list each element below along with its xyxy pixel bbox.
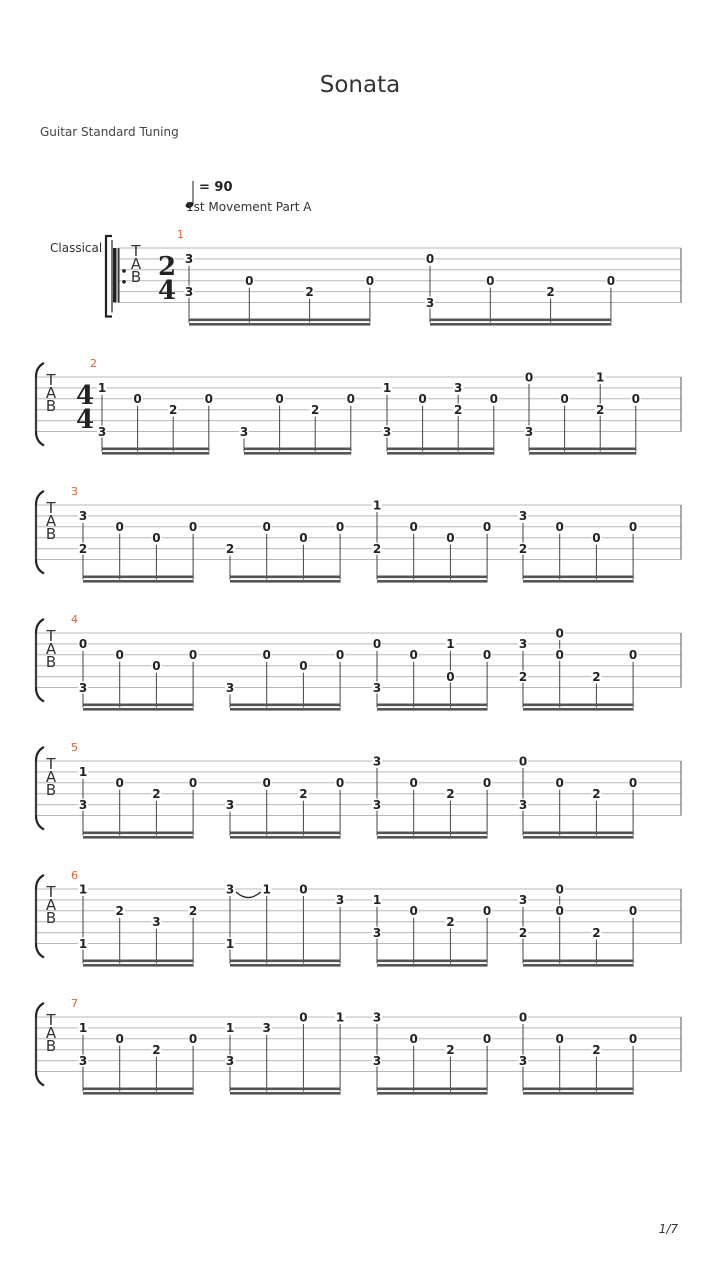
fret-number: 3 (97, 424, 107, 439)
beam (83, 836, 194, 839)
beam (83, 576, 194, 579)
fret-number: 0 (188, 776, 198, 791)
beam (523, 1092, 634, 1095)
system-bracket (106, 236, 112, 317)
fret-number: 3 (518, 637, 528, 652)
fret-number: 3 (518, 509, 528, 524)
beam (430, 323, 611, 326)
time-signature-top: 2 (157, 252, 177, 282)
fret-number: 0 (115, 776, 124, 791)
beam (230, 964, 341, 967)
beam (244, 448, 351, 451)
beam (523, 704, 634, 707)
fret-number: 2 (152, 787, 161, 801)
measure-number: 2 (90, 357, 97, 370)
fret-number: 2 (311, 403, 320, 417)
fret-number: 0 (299, 531, 308, 545)
fret-number: 0 (346, 392, 355, 407)
fret-number: 2 (518, 925, 528, 940)
fret-number: 3 (225, 1053, 235, 1068)
beam (230, 1092, 341, 1095)
fret-number: 0 (555, 904, 564, 919)
fret-number: 0 (446, 531, 455, 545)
fret-number: 0 (518, 1010, 528, 1025)
fret-number: 2 (188, 904, 198, 919)
beam (523, 960, 634, 963)
fret-number: 3 (518, 797, 528, 812)
beam (377, 1092, 488, 1095)
fret-number: 1 (372, 893, 382, 908)
fret-number: 3 (372, 680, 382, 695)
beam (377, 576, 488, 579)
fret-number: 0 (299, 882, 308, 897)
fret-number: 3 (262, 1021, 271, 1036)
fret-number: 0 (152, 531, 161, 545)
beam (230, 960, 341, 963)
fret-number: 1 (97, 381, 107, 396)
tab-clef-letter: B (45, 397, 57, 415)
fret-number: 0 (482, 520, 492, 535)
fret-number: 2 (225, 541, 235, 556)
time-signature-bottom: 4 (75, 405, 95, 435)
fret-number: 0 (555, 1032, 564, 1047)
fret-number: 0 (115, 520, 124, 535)
system-brace (36, 875, 44, 958)
tab-system (36, 613, 681, 711)
repeat-dot (122, 269, 126, 273)
tab-clef-letter: T (131, 242, 141, 260)
repeat-dot (122, 280, 126, 284)
beam (83, 580, 194, 583)
tie-arc (236, 892, 261, 898)
fret-number: 0 (486, 274, 495, 288)
beam (230, 704, 341, 707)
measure-number: 3 (71, 485, 78, 498)
fret-number: 0 (115, 648, 124, 663)
measure-number: 1 (177, 228, 184, 241)
measure-number: 7 (71, 997, 78, 1010)
fret-number: 2 (454, 403, 463, 417)
fret-number: 0 (335, 648, 345, 663)
fret-number: 3 (335, 893, 345, 908)
fret-number: 1 (225, 1021, 235, 1036)
fret-number: 0 (409, 648, 418, 663)
tab-clef-letter: B (45, 781, 57, 799)
fret-number: 1 (372, 498, 382, 513)
fret-number: 1 (225, 936, 235, 951)
fret-number: 3 (184, 252, 194, 267)
fret-number: 0 (482, 1032, 492, 1047)
beam (230, 836, 341, 839)
beam (102, 452, 209, 455)
tab-clef-letter: B (45, 653, 57, 671)
fret-number: 2 (446, 787, 455, 801)
fret-number: 0 (299, 1010, 308, 1025)
fret-number: 2 (546, 284, 555, 299)
fret-number: 3 (382, 424, 392, 439)
fret-number: 2 (78, 541, 88, 556)
fret-number: 0 (299, 659, 308, 673)
fret-number: 0 (524, 370, 534, 385)
tab-clef-letter: A (45, 640, 57, 658)
fret-number: 2 (446, 1043, 455, 1057)
fret-number: 3 (425, 295, 435, 310)
fret-number: 0 (409, 1032, 418, 1047)
measure-number: 5 (71, 741, 78, 754)
fret-number: 3 (372, 1053, 382, 1068)
system-brace (36, 619, 44, 702)
fret-number: 2 (299, 787, 308, 801)
tab-clef-letter: T (46, 1011, 56, 1029)
fret-number: 0 (188, 648, 198, 663)
fret-number: 0 (606, 274, 616, 288)
beam (523, 708, 634, 711)
beam (387, 448, 494, 451)
beam (377, 1088, 488, 1091)
system-brace (36, 747, 44, 830)
fret-number: 0 (78, 637, 88, 652)
fret-number: 3 (78, 797, 88, 812)
fret-number: 2 (372, 541, 382, 556)
fret-number: 0 (262, 776, 271, 791)
fret-number: 0 (555, 882, 564, 897)
fret-number: 0 (418, 392, 427, 407)
tab-clef-letter: A (45, 896, 57, 914)
fret-number: 0 (482, 648, 492, 663)
beam (377, 704, 488, 707)
tab-clef-letter: A (45, 384, 57, 402)
fret-number: 2 (152, 1043, 161, 1057)
beam (102, 448, 209, 451)
fret-number: 3 (78, 1053, 88, 1068)
beam (523, 576, 634, 579)
tab-clef-letter: B (45, 909, 57, 927)
beam (230, 576, 341, 579)
fret-number: 0 (518, 754, 528, 769)
fret-number: 0 (335, 520, 345, 535)
fret-number: 0 (204, 392, 213, 407)
beam (377, 580, 488, 583)
fret-number: 1 (335, 1010, 345, 1025)
beam (523, 964, 634, 967)
beam (83, 708, 194, 711)
fret-number: 0 (482, 904, 492, 919)
fret-number: 2 (592, 1043, 601, 1057)
fret-number: 0 (489, 392, 498, 407)
fret-number: 3 (372, 1010, 382, 1025)
fret-number: 3 (372, 797, 382, 812)
fret-number: 1 (78, 765, 88, 780)
fret-number: 0 (365, 274, 375, 288)
section-label: 1st Movement Part A (186, 200, 312, 214)
beam (244, 452, 351, 455)
fret-number: 0 (335, 776, 345, 791)
fret-number: 2 (592, 669, 601, 684)
tab-clef-letter: A (45, 512, 57, 530)
fret-number: 2 (518, 669, 528, 684)
fret-number: 0 (372, 637, 382, 652)
instrument-label: Classical (50, 241, 103, 255)
beam (377, 960, 488, 963)
beam (523, 580, 634, 583)
beam (189, 319, 370, 322)
fret-number: 0 (555, 626, 564, 641)
fret-number: 2 (518, 541, 528, 556)
fret-number: 0 (133, 392, 142, 407)
beam (230, 1088, 341, 1091)
fret-number: 1 (78, 936, 88, 951)
fret-number: 1 (596, 370, 605, 385)
beam (83, 960, 194, 963)
fret-number: 3 (454, 381, 463, 396)
fret-number: 3 (518, 1053, 528, 1068)
fret-number: 0 (628, 904, 638, 919)
fret-number: 0 (262, 648, 271, 663)
beam (83, 832, 194, 835)
system-brace (36, 491, 44, 574)
tab-clef-letter: A (130, 255, 142, 273)
beam (529, 452, 636, 455)
fret-number: 3 (225, 797, 235, 812)
fret-number: 3 (524, 424, 534, 439)
beam (377, 836, 488, 839)
beam (529, 448, 636, 451)
fret-number: 0 (409, 520, 418, 535)
measure-number: 6 (71, 869, 78, 882)
beam (523, 1088, 634, 1091)
beam (377, 708, 488, 711)
beam (83, 704, 194, 707)
fret-number: 1 (78, 882, 88, 897)
beam (230, 580, 341, 583)
fret-number: 3 (518, 893, 528, 908)
tab-clef-letter: B (45, 1037, 57, 1055)
tuning-label: Guitar Standard Tuning (40, 125, 179, 139)
fret-number: 0 (115, 1032, 124, 1047)
beam (523, 832, 634, 835)
fret-number: 1 (262, 882, 271, 897)
tab-system (36, 485, 681, 583)
measure-number: 4 (71, 613, 78, 626)
tab-system (36, 357, 681, 455)
fret-number: 0 (631, 392, 640, 407)
beam (523, 836, 634, 839)
fret-number: 3 (184, 284, 194, 299)
fret-number: 0 (482, 776, 492, 791)
fret-number: 2 (446, 915, 455, 929)
system-brace (36, 363, 44, 446)
fret-number: 0 (628, 520, 638, 535)
fret-number: 0 (592, 531, 601, 545)
tab-clef-letter: B (45, 525, 57, 543)
fret-number: 3 (78, 509, 88, 524)
fret-number: 0 (560, 392, 569, 407)
fret-number: 3 (225, 882, 235, 897)
fret-number: 0 (425, 252, 435, 267)
beam (83, 1088, 194, 1091)
fret-number: 1 (446, 637, 455, 652)
fret-number: 0 (628, 1032, 638, 1047)
fret-number: 0 (628, 648, 638, 663)
system-brace (36, 1003, 44, 1086)
tab-clef-letter: T (46, 371, 56, 389)
beam (189, 323, 370, 326)
fret-number: 0 (262, 520, 271, 535)
beam (377, 832, 488, 835)
fret-number: 0 (446, 669, 455, 684)
fret-number: 2 (169, 403, 178, 417)
fret-number: 1 (382, 381, 392, 396)
fret-number: 0 (275, 392, 284, 407)
fret-number: 2 (115, 904, 124, 919)
tab-clef-letter: T (46, 499, 56, 517)
beam (377, 964, 488, 967)
beam (387, 452, 494, 455)
fret-number: 2 (592, 787, 601, 801)
tab-system (106, 228, 681, 326)
beam (83, 964, 194, 967)
tab-clef-letter: A (45, 768, 57, 786)
repeat-barline (113, 248, 117, 303)
tab-clef-letter: T (46, 755, 56, 773)
tab-system (36, 741, 681, 839)
beam (230, 832, 341, 835)
fret-number: 0 (555, 520, 564, 535)
tempo-marking: = 90 (199, 180, 233, 195)
fret-number: 2 (592, 925, 601, 940)
fret-number: 0 (555, 776, 564, 791)
beam (430, 319, 611, 322)
beam (230, 708, 341, 711)
tab-clef-letter: B (130, 268, 142, 286)
fret-number: 3 (225, 680, 235, 695)
fret-number: 2 (596, 403, 605, 417)
time-signature-bottom: 4 (157, 276, 177, 306)
fret-number: 0 (152, 659, 161, 673)
fret-number: 3 (152, 915, 161, 929)
fret-number: 0 (628, 776, 638, 791)
fret-number: 0 (409, 776, 418, 791)
tab-clef-letter: T (46, 883, 56, 901)
beam (83, 1092, 194, 1095)
tab-system (36, 869, 681, 967)
tab-system (36, 997, 681, 1095)
fret-number: 2 (305, 284, 314, 299)
fret-number: 1 (78, 1021, 88, 1036)
fret-number: 0 (409, 904, 418, 919)
tab-clef-letter: T (46, 627, 56, 645)
fret-number: 3 (78, 680, 88, 695)
fret-number: 0 (188, 520, 198, 535)
page-number: 1/7 (658, 1222, 678, 1236)
time-signature-top: 4 (75, 381, 95, 411)
fret-number: 3 (372, 925, 382, 940)
fret-number: 3 (239, 424, 249, 439)
fret-number: 3 (372, 754, 382, 769)
fret-number: 0 (188, 1032, 198, 1047)
score-title: Sonata (319, 72, 401, 98)
fret-number: 0 (245, 274, 254, 288)
fret-number: 0 (555, 648, 564, 663)
tab-clef-letter: A (45, 1024, 57, 1042)
